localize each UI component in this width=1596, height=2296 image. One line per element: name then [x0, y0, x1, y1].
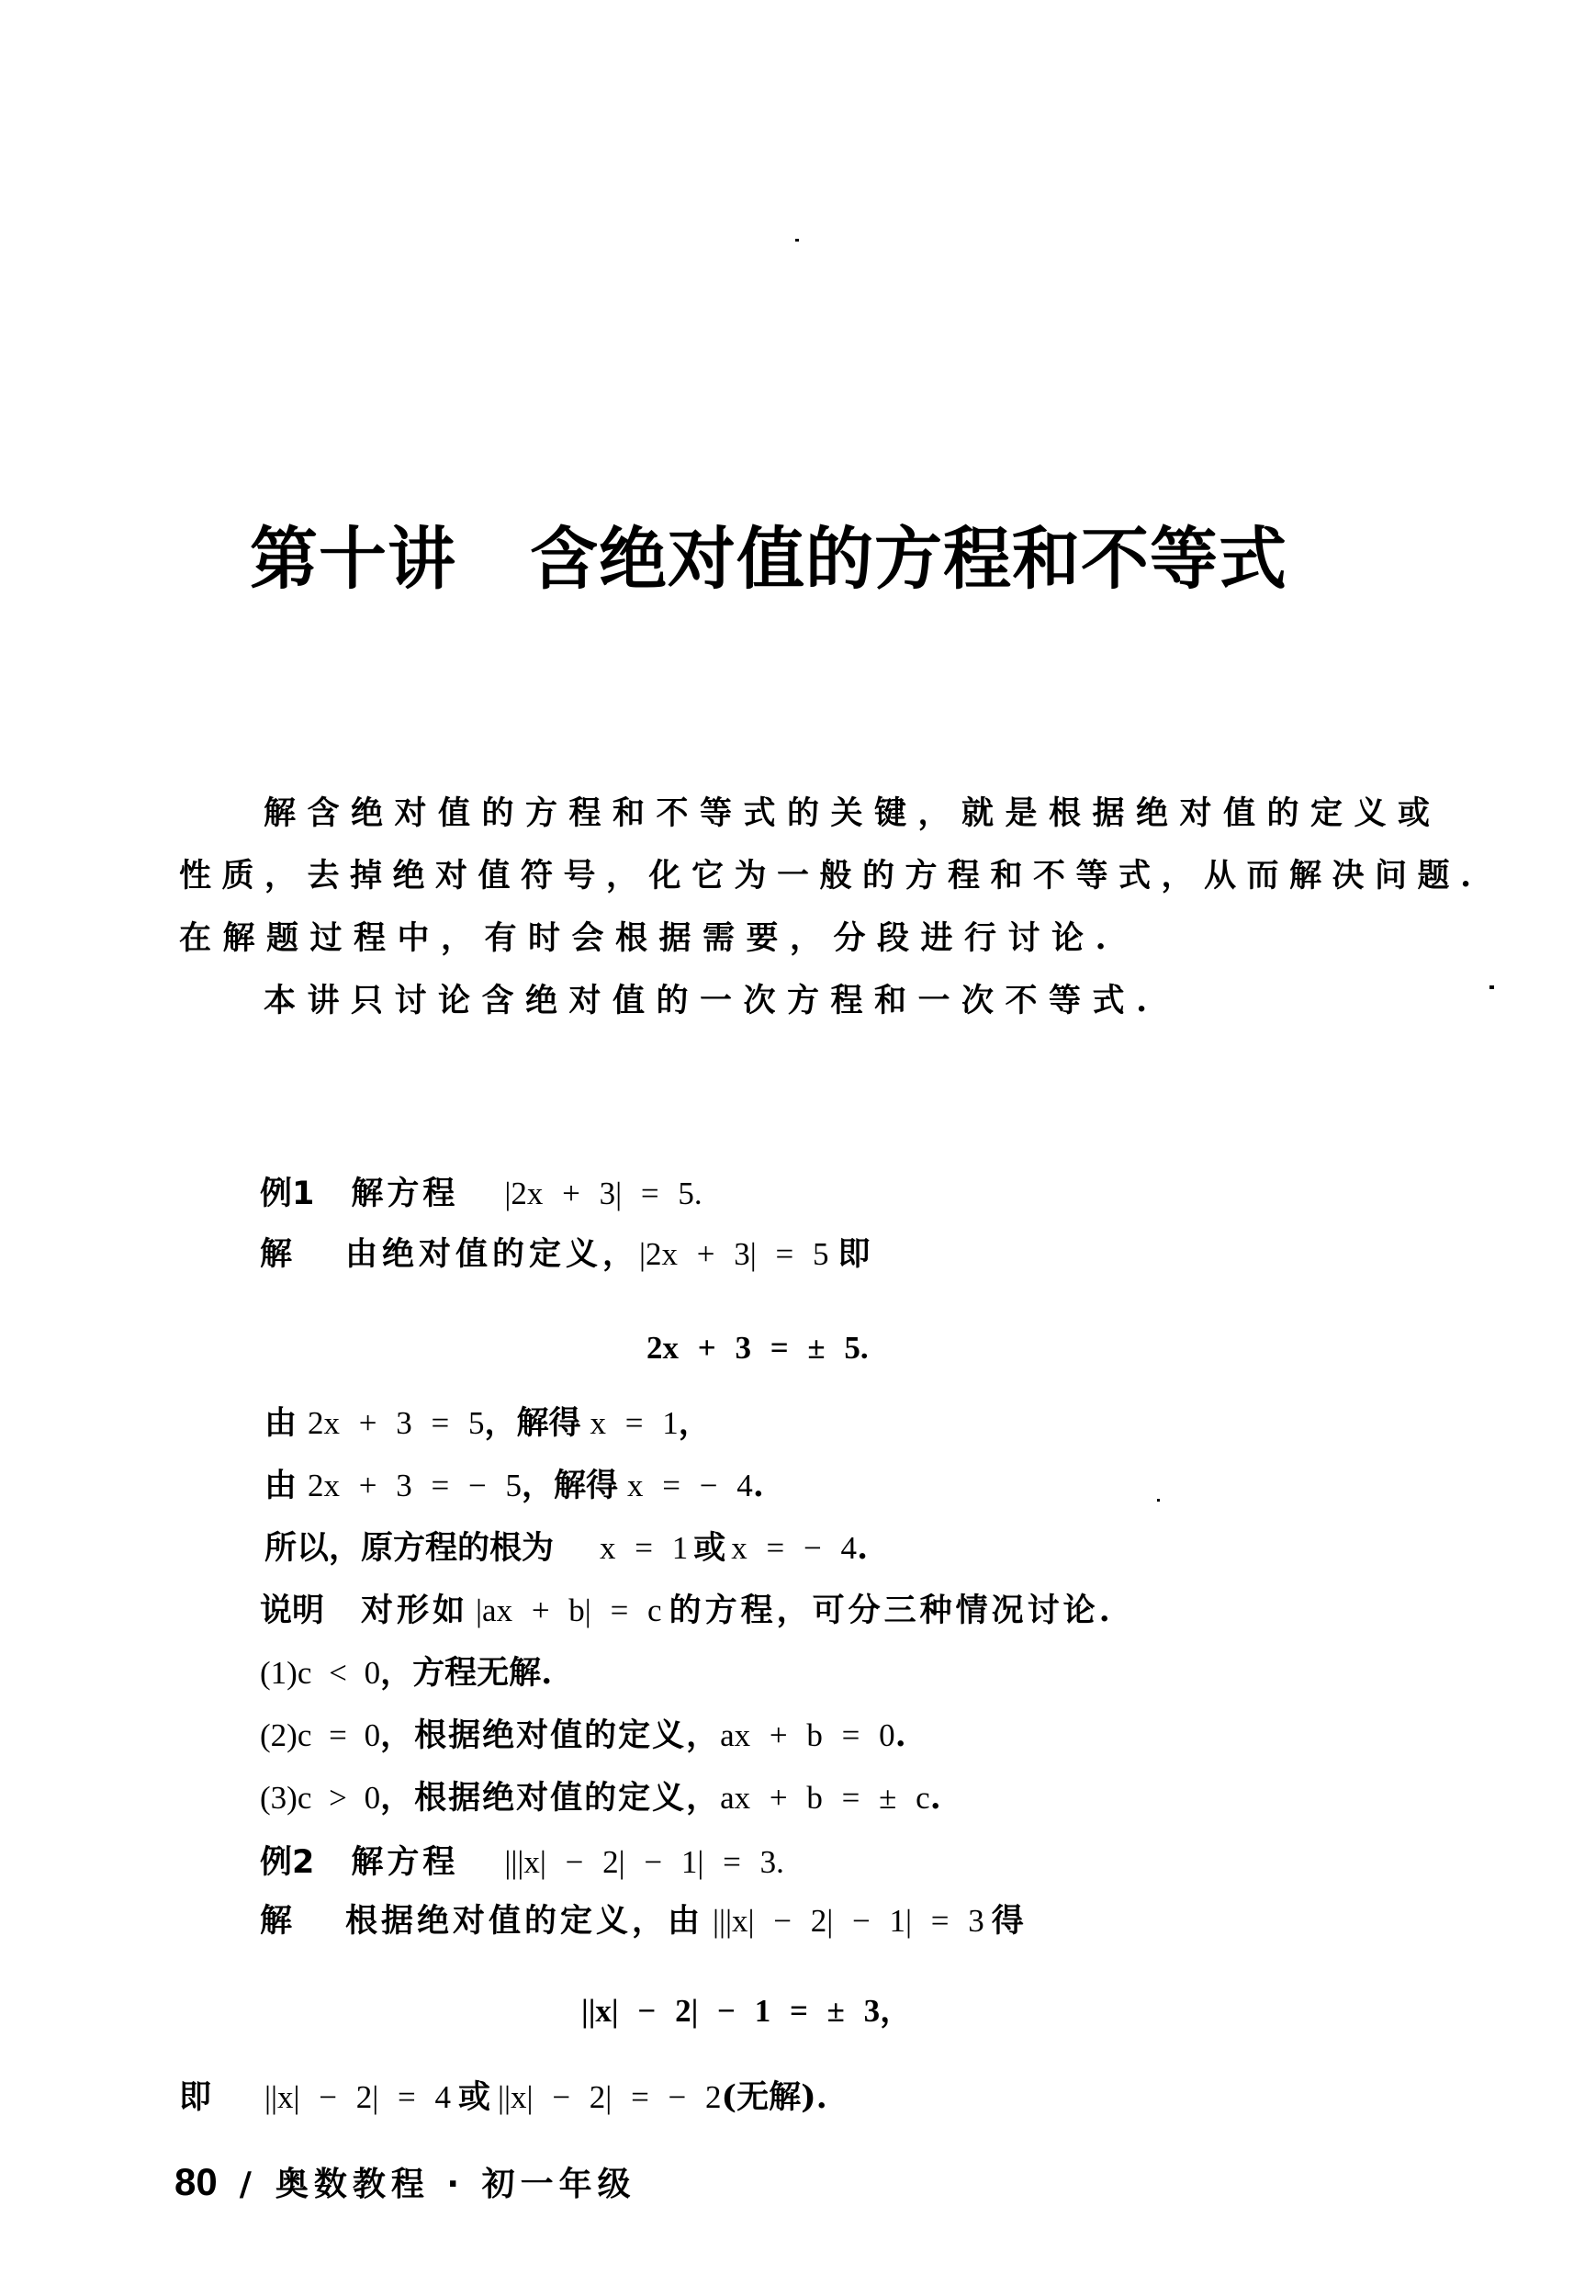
- example-label: 例2: [260, 1844, 315, 1881]
- case-equation: ax + b = ± c: [720, 1780, 930, 1816]
- case-text: ，根据绝对值的定义，: [380, 1779, 721, 1817]
- note-case-1: [260, 1655, 552, 1692]
- case-number: (1): [260, 1655, 298, 1691]
- page-number: 80: [174, 2160, 218, 2203]
- note-case-3: [260, 1780, 941, 1817]
- step-end: ，: [678, 1404, 711, 1442]
- equation: |2x + 3| = 5.: [504, 1176, 702, 1211]
- case-end: .: [929, 1779, 941, 1817]
- therefore-label: 即: [179, 2079, 212, 2116]
- case-condition: c = 0: [297, 1717, 381, 1753]
- task-label: 解方程: [351, 1844, 459, 1881]
- conclusion-end: .: [857, 1529, 869, 1567]
- solution-text: 由绝对值的定义，: [345, 1235, 640, 1273]
- step-prefix: 由: [264, 1467, 298, 1504]
- note-equation: |ax + b| = c: [476, 1593, 662, 1628]
- example-2-solution: [260, 1903, 1024, 1940]
- example-1-heading: [260, 1176, 702, 1212]
- step-result: x = 1: [590, 1405, 679, 1441]
- therefore-equation-1: ||x| − 2| = 4: [264, 2079, 452, 2115]
- example-label: 例1: [260, 1176, 315, 1212]
- therefore-or: 或: [458, 2078, 491, 2116]
- intro-line-1: 解含绝对值的方程和不等式的关键，就是根据绝对值的定义或: [264, 794, 1442, 832]
- case-equation: ax + b = 0: [720, 1717, 895, 1753]
- case-condition: c < 0: [297, 1655, 381, 1691]
- case-number: (3): [260, 1780, 298, 1816]
- therefore-note: (无解).: [721, 2078, 827, 2116]
- step-result: x = − 4: [627, 1468, 753, 1503]
- step-mid: ，解得: [521, 1467, 618, 1504]
- case-end: .: [894, 1716, 906, 1754]
- intro-line-3: 在解题过程中，有时会根据需要，分段进行讨论.: [179, 919, 1118, 957]
- chapter-title: [250, 520, 1287, 599]
- page-footer: [174, 2160, 636, 2207]
- case-condition: c > 0: [297, 1780, 381, 1816]
- case-text: ，方程无解.: [380, 1654, 553, 1692]
- solution-suffix: 得: [991, 1902, 1024, 1940]
- note-line: [260, 1593, 1114, 1629]
- conclusion-root-2: x = − 4: [731, 1530, 858, 1566]
- intro-line-4: 本讲只讨论含绝对值的一次方程和一次不等式.: [264, 982, 1159, 1019]
- example-1-solution: [260, 1236, 871, 1273]
- note-case-2: [260, 1717, 906, 1754]
- conclusion-text: 所以，原方程的根为: [264, 1529, 555, 1567]
- solution-text: 根据绝对值的定义，由: [345, 1902, 704, 1940]
- book-title: 奥数教程 · 初一年级: [275, 2166, 636, 2203]
- footer-separator: /: [239, 2166, 257, 2203]
- example-2-centered-equation: ||x| − 2| − 1 = ± 3，: [581, 1993, 913, 2029]
- scan-speck: [795, 239, 799, 242]
- therefore-equation-2: ||x| − 2| = − 2: [498, 2079, 722, 2115]
- scan-speck: [1157, 1499, 1160, 1502]
- conclusion-or: 或: [693, 1529, 726, 1567]
- scan-speck: [1489, 985, 1494, 989]
- note-text-after: 的方程，可分三种情况讨论.: [669, 1592, 1114, 1629]
- example-1-step-1: [264, 1405, 711, 1442]
- case-text: ，根据绝对值的定义，: [380, 1716, 721, 1754]
- solution-label: 解: [260, 1903, 293, 1940]
- conclusion-root-1: x = 1: [600, 1530, 689, 1566]
- lecture-number: 第十讲: [250, 520, 456, 599]
- example-2-heading: [260, 1844, 784, 1881]
- solution-label: 解: [260, 1236, 293, 1273]
- task-label: 解方程: [351, 1176, 459, 1212]
- step-end: .: [752, 1467, 764, 1504]
- intro-line-2: 性质，去掉绝对值符号，化它为一般的方程和不等式，从而解决问题.: [179, 857, 1482, 895]
- note-text-before: 对形如: [361, 1592, 469, 1629]
- step-prefix: 由: [264, 1404, 298, 1442]
- example-1-step-2: [264, 1468, 764, 1504]
- equation: |||x| − 2| − 1| = 3.: [504, 1844, 784, 1880]
- solution-equation: |||x| − 2| − 1| = 3: [713, 1903, 984, 1939]
- step-mid: ，解得: [484, 1404, 581, 1442]
- solution-suffix: 即: [837, 1235, 871, 1273]
- step-equation: 2x + 3 = − 5: [308, 1468, 522, 1503]
- example-1-conclusion: [264, 1530, 868, 1567]
- case-number: (2): [260, 1717, 298, 1753]
- example-1-centered-equation: 2x + 3 = ± 5.: [646, 1330, 869, 1366]
- note-label: 说明: [260, 1593, 325, 1629]
- solution-equation: |2x + 3| = 5: [639, 1236, 829, 1272]
- lecture-topic: 含绝对值的方程和不等式: [530, 520, 1287, 599]
- step-equation: 2x + 3 = 5: [308, 1405, 485, 1441]
- example-2-therefore: [179, 2079, 827, 2116]
